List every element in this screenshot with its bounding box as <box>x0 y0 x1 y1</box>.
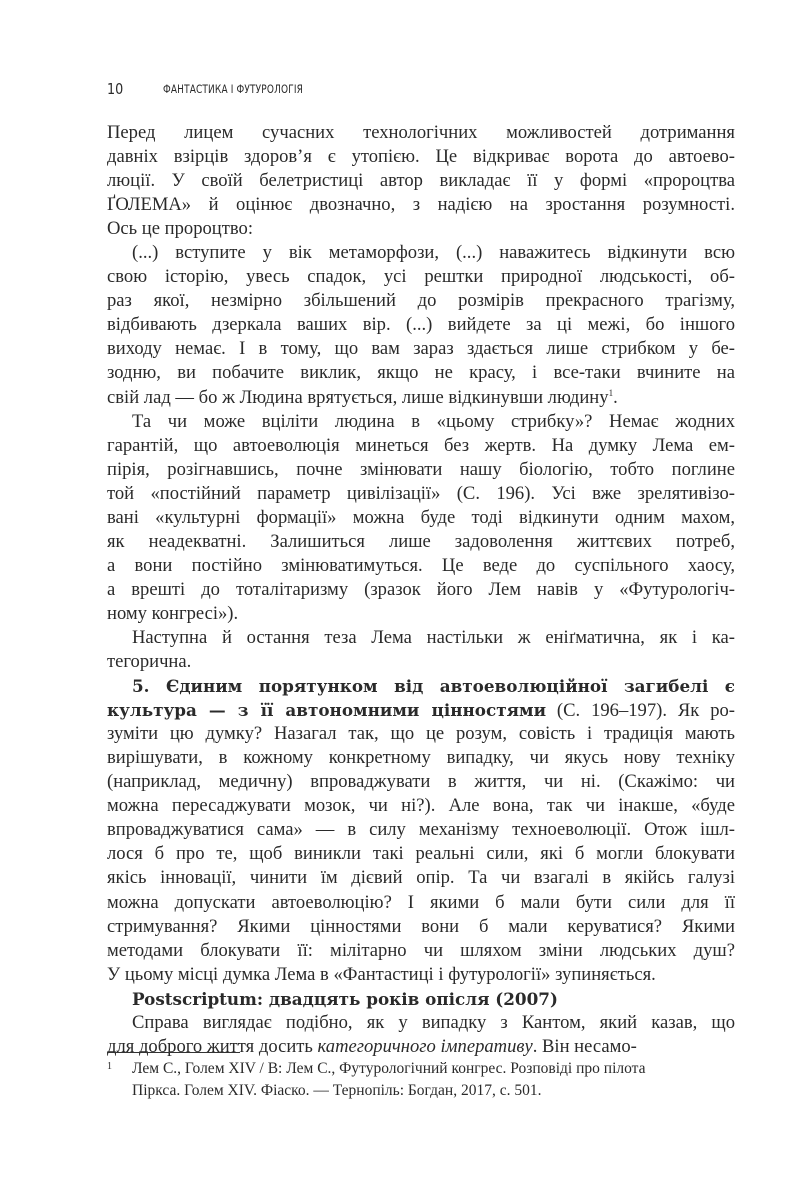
text-segment: ному конгресі»). <box>107 602 239 624</box>
text-line <box>107 313 735 337</box>
paragraph <box>107 626 735 674</box>
text-segment: (С. 196–197). Як ро- <box>546 700 735 722</box>
bold-text: культура — з її автономними цінностями <box>107 700 547 721</box>
text-line <box>107 746 735 770</box>
text-line <box>107 818 735 842</box>
running-header <box>107 79 343 99</box>
text-segment: методами блокувати її: мілітарно чи шляхом зміни людських душ? <box>107 939 735 961</box>
text-segment: як неадекватні. Залишиться лише задоволення життєвих потреб, <box>107 530 735 552</box>
text-line <box>107 121 735 145</box>
text-segment: ҐОЛЕМА» й оцінює двозначно, з надією на зростання розумності. <box>107 194 735 216</box>
bold-text: Postscriptum: двадцять років опісля (2007) <box>132 988 558 1009</box>
text-segment: зуміти цю думку? Назагал так, що це розум, совість і традиція мають <box>107 723 735 745</box>
footnote-ref: 1 <box>608 387 614 398</box>
text-line <box>107 722 735 746</box>
text-line <box>107 770 735 794</box>
text-segment: вані «культурні формації» можна буде тоді відкинути одним махом, <box>107 506 735 528</box>
footnote-divider <box>107 1052 240 1053</box>
text-segment: свій лад — бо ж Людина врятується, лише відкинувши людину <box>107 386 609 408</box>
paragraph <box>107 241 735 409</box>
footnote-line: Лем С., Голем XIV / В: Лем С., Футурологічний конгрес. Розповіді про пілота <box>132 1060 646 1077</box>
page-number: 10 <box>107 80 124 98</box>
text-line <box>107 289 735 313</box>
text-line <box>107 1011 735 1035</box>
text-segment: той «постійний параметр цивілізації» (С. 196). Усі вже зрелятивізо- <box>107 482 735 504</box>
text-line <box>107 337 735 361</box>
text-line <box>107 410 735 434</box>
text-line <box>107 482 735 506</box>
text-segment: відбивають дзеркала ваших вір. (...) вийдете за ці межі, бо іншого <box>107 314 735 336</box>
text-line <box>107 554 735 578</box>
text-segment: (...) вступите у вік метаморфози, (...) наважитесь відкинути всю <box>132 242 735 264</box>
text-line <box>107 626 735 650</box>
text-segment: зодню, ви побачите виклик, якщо не красу, і все-таки вчините на <box>107 362 735 384</box>
text-line <box>107 602 735 626</box>
running-title: ФАНТАСТИКА І ФУТУРОЛОГІЯ <box>163 82 304 96</box>
text-line <box>107 265 735 289</box>
text-segment: давніх взірців здоров’я є утопією. Це відкриває ворота до автоево- <box>107 146 735 168</box>
text-segment: гарантій, що автоеволюція минеться без жертв. На думку Лема ем- <box>107 434 735 456</box>
text-segment: . <box>613 386 618 408</box>
text-segment: можна допускати автоеволюцію? І якими б мали бути сили для її <box>107 891 735 913</box>
text-line <box>107 434 735 458</box>
text-segment: Наступна й остання теза Лема настільки ж еніґматична, як і ка- <box>132 626 735 648</box>
text-line <box>107 145 735 169</box>
text-line <box>107 866 735 890</box>
text-segment: а врешті до тоталітаризму (зразок його Лем навів у «Футурологіч- <box>107 578 735 600</box>
text-line <box>107 842 735 866</box>
text-line <box>107 217 735 241</box>
text-segment: свою історію, увесь спадок, усі рештки природної людськості, об- <box>107 266 735 288</box>
body-text <box>107 121 735 1059</box>
footnote-mark: 1 <box>107 1061 112 1072</box>
text-segment: раз якої, незмірно збільшений до розмірів прекрасного трагізму, <box>107 290 735 312</box>
bold-text: 5. Єдиним порятунком від автоеволюційної загибелі є <box>132 676 735 697</box>
footnote <box>107 1058 735 1102</box>
text-segment: Справа виглядає подібно, як у випадку з Кантом, який казав, що <box>132 1011 735 1033</box>
text-line <box>107 891 735 915</box>
text-segment: можна пересаджувати мозок, чи ні?). Але вона, так чи інакше, «буде <box>107 795 735 817</box>
text-segment: для доброго життя досить <box>107 1035 318 1057</box>
text-line <box>107 915 735 939</box>
text-line <box>107 963 735 987</box>
paragraph <box>107 987 735 1011</box>
text-segment: стримування? Якими цінностями вони б мали керуватися? Якими <box>107 915 735 937</box>
text-line <box>107 361 735 385</box>
text-segment: Ось це пророцтво: <box>107 218 253 240</box>
paragraph <box>107 410 735 626</box>
text-line <box>107 650 735 674</box>
text-line <box>107 169 735 193</box>
text-segment: тегорична. <box>107 651 192 673</box>
paragraph <box>107 674 735 987</box>
text-line <box>107 241 735 265</box>
text-segment: У цьому місці думка Лема в «Фантастиці і футурології» зупиняється. <box>107 963 656 985</box>
text-segment: Та чи може вціліти людина в «цьому стрибку»? Немає жодних <box>132 410 735 432</box>
text-line <box>107 578 735 602</box>
paragraph <box>107 121 735 241</box>
text-line <box>107 987 735 1011</box>
text-segment: . Він несамо- <box>532 1035 637 1057</box>
text-segment: пірія, розігнавшись, почне змінювати нашу біологію, тобто поглине <box>107 458 735 480</box>
text-segment: якісь інновації, чинити їм дієвий опір. Та чи взагалі в якійсь галузі <box>107 867 735 889</box>
text-segment: Перед лицем сучасних технологічних можливостей дотримання <box>107 122 735 143</box>
text-line <box>107 698 735 722</box>
text-segment: виходу немає. І в тому, що вам зараз здається лише стрибком у бе- <box>107 338 735 360</box>
text-segment: люції. У своїй белетристиці автор викладає її у формі «пророцтва <box>107 170 735 192</box>
text-line <box>107 506 735 530</box>
text-line <box>107 386 735 410</box>
text-line <box>107 1035 735 1059</box>
text-segment: (наприклад, медичну) впроваджувати в життя, чи ні. (Скажімо: чи <box>107 771 735 793</box>
text-line <box>107 794 735 818</box>
text-line <box>107 193 735 217</box>
text-segment: впроваджуватися сама» — в силу механізму техноеволюції. Отож ішл- <box>107 819 735 841</box>
footnote-line: Піркса. Голем XIV. Фіаско. — Тернопіль: Богдан, 2017, с. 501. <box>132 1082 542 1099</box>
text-segment: вирішувати, в кожному конкретному випадку, чи якусь нову техніку <box>107 747 735 769</box>
italic-text: категоричного імперативу <box>317 1035 533 1057</box>
text-line <box>107 674 735 698</box>
text-line <box>107 458 735 482</box>
text-line <box>107 530 735 554</box>
text-segment: лося б про те, щоб виникли такі реальні сили, які б могли блокувати <box>107 843 735 865</box>
text-line <box>107 939 735 963</box>
text-segment: а вони постійно змінюватимуться. Це веде до суспільного хаосу, <box>107 554 735 576</box>
